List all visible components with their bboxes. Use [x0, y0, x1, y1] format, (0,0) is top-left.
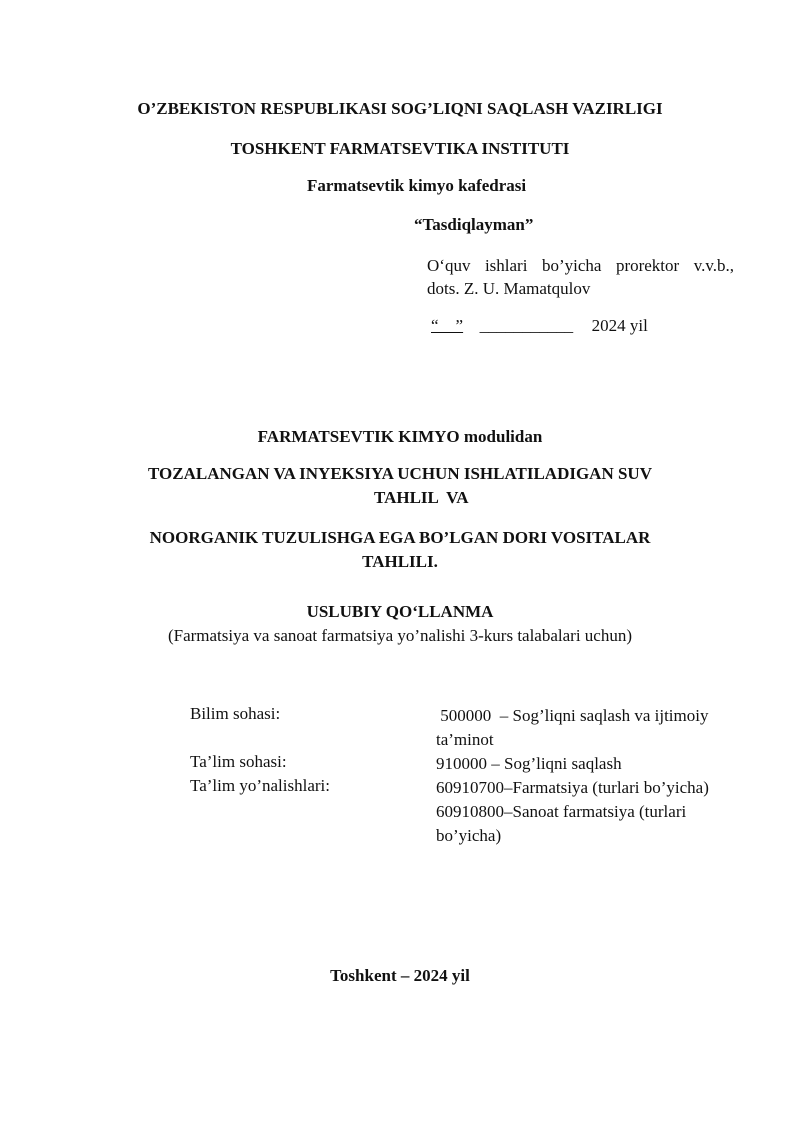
- topic2-line2: TAHLILI.: [362, 552, 438, 571]
- date-year: 2024 yil: [591, 316, 648, 335]
- yonalish-label: Ta’lim yo’nalishlari:: [190, 776, 330, 795]
- yonalish-item-2-line1: 60910800–Sanoat farmatsiya (turlari: [436, 802, 687, 821]
- ministry-heading: O’ZBEKISTON RESPUBLIKASI SOG’LIQNI SAQLASH VAZIRLIGI: [137, 99, 663, 118]
- yonalish-values: [436, 776, 756, 848]
- bilim-value-line2: ta’minot: [436, 730, 494, 749]
- approval-signatory: dots. Z. U. Mamatqulov: [427, 279, 591, 298]
- topic1-line1: TOZALANGAN VA INYEKSIYA UCHUN ISHLATILADIGAN SUV: [148, 464, 652, 483]
- footer-place-year: Toshkent – 2024 yil: [330, 966, 470, 985]
- department-heading: Farmatsevtik kimyo kafedrasi: [307, 176, 527, 195]
- yonalish-item-1: 60910700–Farmatsiya (turlari bo’yicha): [436, 778, 709, 797]
- document-type: USLUBIY QO‘LLANMA: [306, 602, 494, 621]
- bilim-label: Bilim sohasi:: [190, 704, 281, 723]
- talim-value: 910000 – Sog’liqni saqlash: [436, 754, 622, 773]
- approval-title: “Tasdiqlayman”: [414, 215, 534, 234]
- bilim-value-line1: 500000 – Sog’liqni saqlash va ijtimoiy: [436, 706, 709, 725]
- talim-label: Ta’lim sohasi:: [190, 752, 287, 771]
- topic2-line1: NOORGANIK TUZULISHGA EGA BO’LGAN DORI VOSITALAR: [149, 528, 651, 547]
- bilim-value: [436, 704, 756, 752]
- audience-note: (Farmatsiya va sanoat farmatsiya yo’nalishi 3-kurs talabalari uchun): [167, 626, 633, 645]
- yonalish-item-2-line2: bo’yicha): [436, 826, 502, 845]
- date-quote: “ ”: [431, 316, 464, 335]
- date-blank: ___________: [479, 316, 574, 335]
- approval-position: O‘quv ishlari bo’yicha prorektor v.v.b.,: [427, 256, 734, 275]
- topic1-line2: TAHLIL VA: [374, 488, 469, 507]
- approval-date-line: [431, 316, 648, 336]
- institute-heading: TOSHKENT FARMATSEVTIKA INSTITUTI: [230, 139, 570, 158]
- module-title: FARMATSEVTIK KIMYO modulidan: [257, 427, 543, 446]
